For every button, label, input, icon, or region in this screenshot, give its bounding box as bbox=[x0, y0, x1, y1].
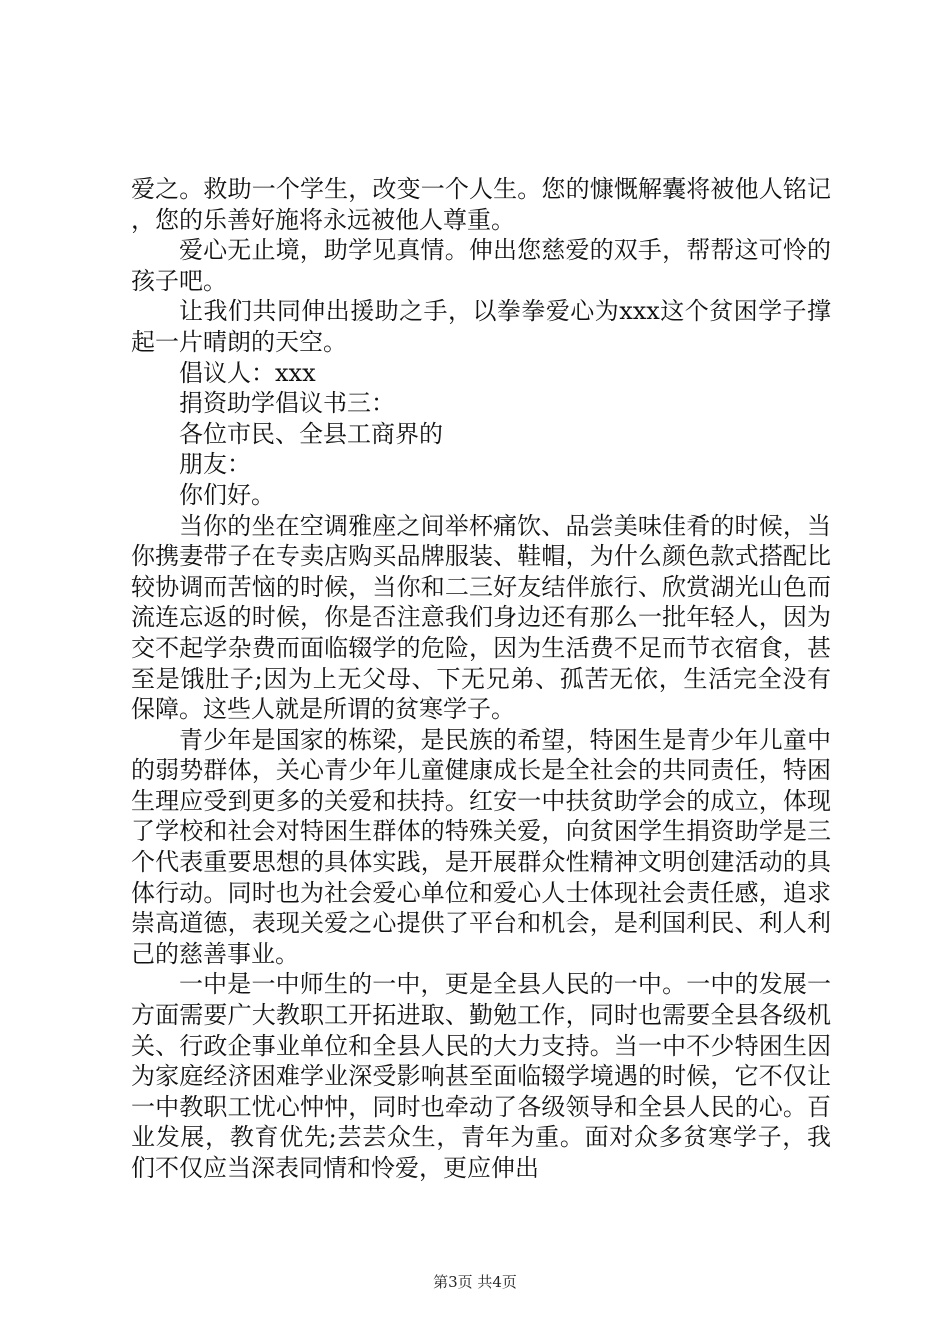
document-body bbox=[131, 174, 831, 1184]
signature-line: 倡议人：xxx bbox=[179, 358, 316, 387]
paragraph: 爱心无止境，助学见真情。伸出您慈爱的双手，帮帮这可怜的孩子吧。 bbox=[131, 236, 831, 295]
salutation-line: 各位市民、全县工商界的 bbox=[179, 419, 443, 448]
salutation-line: 朋友： bbox=[179, 450, 251, 479]
greeting-line: 你们好。 bbox=[179, 480, 275, 509]
paragraph: 当你的坐在空调雅座之间举杯痛饮、品尝美味佳肴的时候，当你携妻带子在专卖店购买品牌服装、鞋帽，为什么颜色款式搭配比较协调而苦恼的时候，当你和二三好友结伴旅行、欣赏湖光山色而流连忘返的时候，你是否注意我们身边还有那么一批年轻人，因为交不起学杂费而面临辍学的危险，因为生活费不足而节衣宿食，甚至是饿肚子;因为上无父母、下无兄弟、孤苦无依，生活完全没有保障。这些人就是所谓的贫寒学子。 bbox=[131, 511, 831, 724]
paragraph: 让我们共同伸出援助之手，以拳拳爱心为xxx这个贫困学子撑起一片晴朗的天空。 bbox=[131, 297, 831, 356]
paragraph: 青少年是国家的栋梁，是民族的希望，特困生是青少年儿童中的弱势群体，关心青少年儿童健康成长是全社会的共同责任，特困生理应受到更多的关爱和扶持。红安一中扶贫助学会的成立，体现了学校和社会对特困生群体的特殊关爱，向贫困学生捐资助学是三个代表重要思想的具体实践，是开展群众性精神文明创建活动的具体行动。同时也为社会爱心单位和爱心人士体现社会责任感，追求崇高道德，表现关爱之心提供了平台和机会，是利国利民、利人利己的慈善事业。 bbox=[131, 725, 831, 968]
section-heading: 捐资助学倡议书三： bbox=[179, 389, 395, 418]
page-number: 第3页 共4页 bbox=[433, 1273, 517, 1291]
paragraph: 一中是一中师生的一中，更是全县人民的一中。一中的发展一方面需要广大教职工开拓进取、勤勉工作，同时也需要全县各级机关、行政企事业单位和全县人民的大力支持。当一中不少特困生因为家庭经济困难学业深受影响甚至面临辍学境遇的时候，它不仅让一中教职工忧心忡忡，同时也牵动了各级领导和全县人民的心。百业发展，教育优先;芸芸众生，青年为重。面对众多贫寒学子，我们不仅应当深表同情和怜爱，更应伸出 bbox=[131, 970, 831, 1182]
paragraph: 爱之。救助一个学生，改变一个人生。您的慷慨解囊将被他人铭记，您的乐善好施将永远被他人尊重。 bbox=[131, 175, 831, 234]
